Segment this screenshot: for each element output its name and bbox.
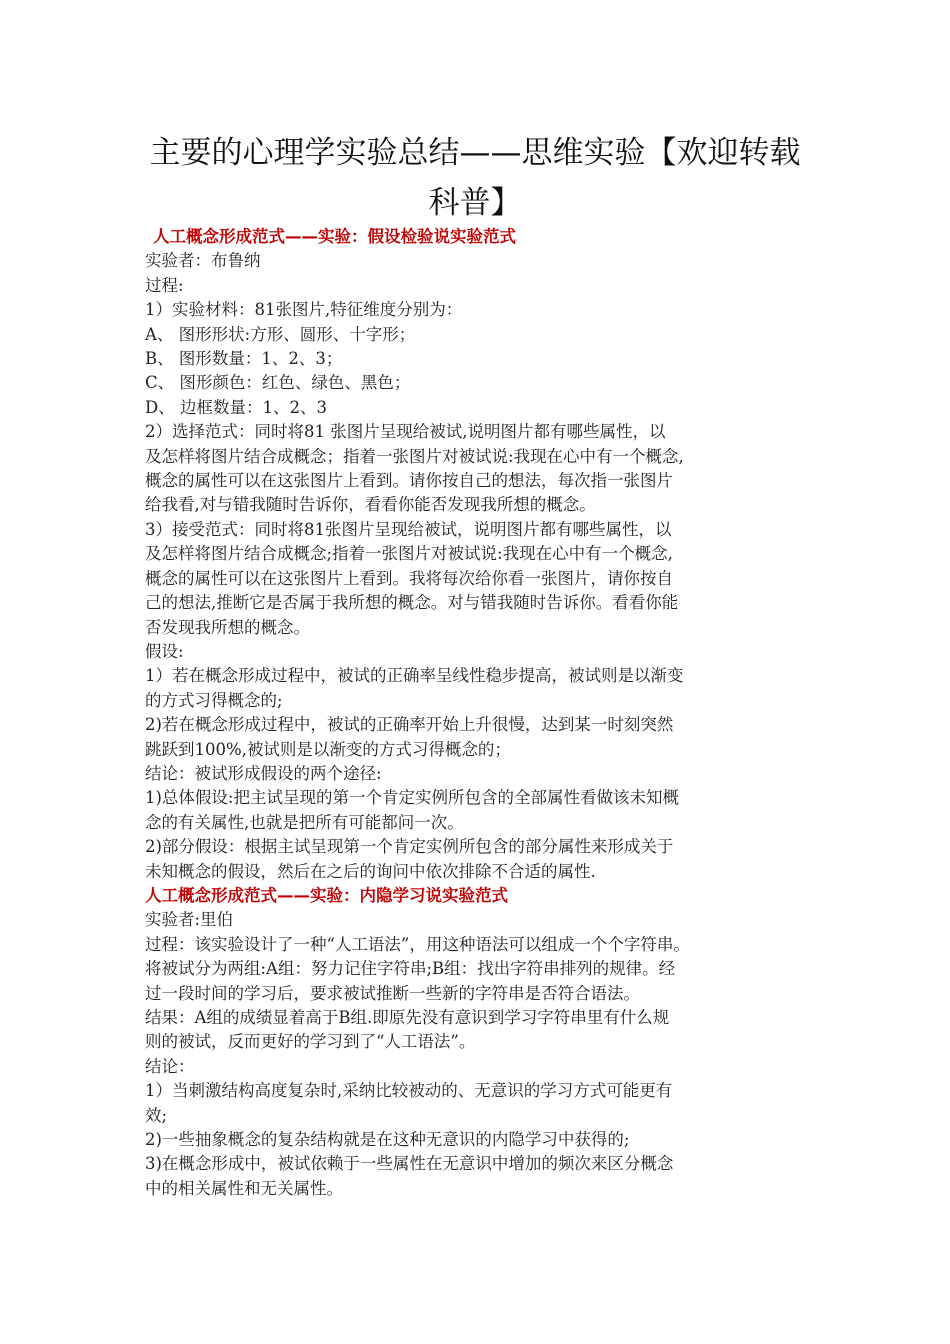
section-2-content [145, 908, 825, 1201]
text-line: 给我看,对与错我随时告诉你，看看你能否发现我所想的概念。 [145, 495, 596, 515]
text-line: 结果：A组的成绩显着高于B组.即原先没有意识到学习字符串里有什么规 [145, 1008, 670, 1027]
text-line: 结论： [145, 1056, 195, 1076]
text-line: 过一段时间的学习后，要求被试推断一些新的字符串是否符合语法。 [145, 983, 640, 1003]
text-line: 1）当刺激结构高度复杂时,采纳比较被动的、无意识的学习方式可能更有 [145, 1081, 673, 1101]
text-line: 过程: [145, 275, 184, 295]
text-line: 则的被试，反而更好的学习到了“人工语法”。 [145, 1032, 476, 1052]
text-line: 假设: [145, 641, 184, 661]
section-heading-2: 人工概念形成范式——实验：内隐学习说实验范式 [145, 885, 508, 905]
document-body [145, 225, 825, 1201]
text-line: 及怎样将图片结合成概念;指着一张图片对被试说:我现在心中有一个概念, [145, 544, 673, 564]
text-line: 否发现我所想的概念。 [145, 617, 310, 637]
section-heading-1: 人工概念形成范式——实验：假设检验说实验范式 [153, 227, 516, 246]
text-line: D、 边框数量：1、2、3 [145, 397, 327, 417]
text-line: 3）接受范式：同时将81张图片呈现给被试，说明图片都有哪些属性，以 [145, 519, 672, 539]
text-line: 2)部分假设：根据主试呈现第一个肯定实例所包含的部分属性来形成关于 [145, 837, 674, 857]
text-line: A、 图形形状:方形、圆形、十字形； [145, 324, 416, 344]
text-line: 2)若在概念形成过程中，被试的正确率开始上升很慢，达到某一时刻突然 [145, 715, 674, 735]
text-line: 将被试分为两组:A组：努力记住字符串;B组：找出字符串排列的规律。经 [145, 959, 676, 979]
text-line: 及怎样将图片结合成概念；指着一张图片对被试说:我现在心中有一个概念, [145, 446, 684, 466]
text-line: 3)在概念形成中，被试依赖于一些属性在无意识中增加的频次来区分概念 [145, 1154, 674, 1174]
text-line: 2)一些抽象概念的复杂结构就是在这种无意识的内隐学习中获得的; [145, 1130, 630, 1150]
section-1-content [145, 249, 825, 884]
text-line: 概念的属性可以在这张图片上看到。我将每次给你看一张图片，请你按自 [145, 568, 673, 588]
text-line: 实验者:里伯 [145, 910, 234, 930]
text-line: 过程：该实验设计了一种“人工语法”，用这种语法可以组成一个个字符串。 [145, 934, 690, 954]
text-line: 念的有关属性,也就是把所有可能都问一次。 [145, 812, 464, 832]
text-line: 1）若在概念形成过程中，被试的正确率呈线性稳步提高，被试则是以渐变 [145, 666, 684, 686]
title-line-1: 主要的心理学实验总结——思维实验【欢迎转载 [149, 135, 801, 171]
text-line: 实验者：布鲁纳 [145, 251, 261, 271]
text-line: B、 图形数量：1、2、3； [145, 349, 343, 369]
page-title [100, 128, 850, 228]
title-line-2: 科普】 [428, 185, 522, 221]
text-line: C、 图形颜色：红色、绿色、黑色； [145, 373, 411, 393]
text-line: 的方式习得概念的; [145, 690, 283, 710]
text-line: 1)总体假设:把主试呈现的第一个肯定实例所包含的全部属性看做该未知概 [145, 788, 679, 808]
text-line: 概念的属性可以在这张图片上看到。请你按自己的想法，每次指一张图片 [145, 471, 673, 491]
text-line: 结论：被试形成假设的两个途径: [145, 763, 382, 783]
text-line: 未知概念的假设，然后在之后的询问中依次排除不合适的属性. [145, 861, 596, 881]
text-line: 效; [145, 1105, 168, 1125]
text-line: 己的想法,推断它是否属于我所想的概念。对与错我随时告诉你。看看你能 [145, 593, 679, 613]
text-line: 跳跃到100%,被试则是以渐变的方式习得概念的； [145, 739, 511, 759]
text-line: 2）选择范式：同时将81 张图片呈现给被试,说明图片都有哪些属性，以 [145, 422, 666, 442]
text-line: 1）实验材料：81张图片,特征维度分别为： [145, 300, 463, 320]
text-line: 中的相关属性和无关属性。 [145, 1178, 343, 1198]
